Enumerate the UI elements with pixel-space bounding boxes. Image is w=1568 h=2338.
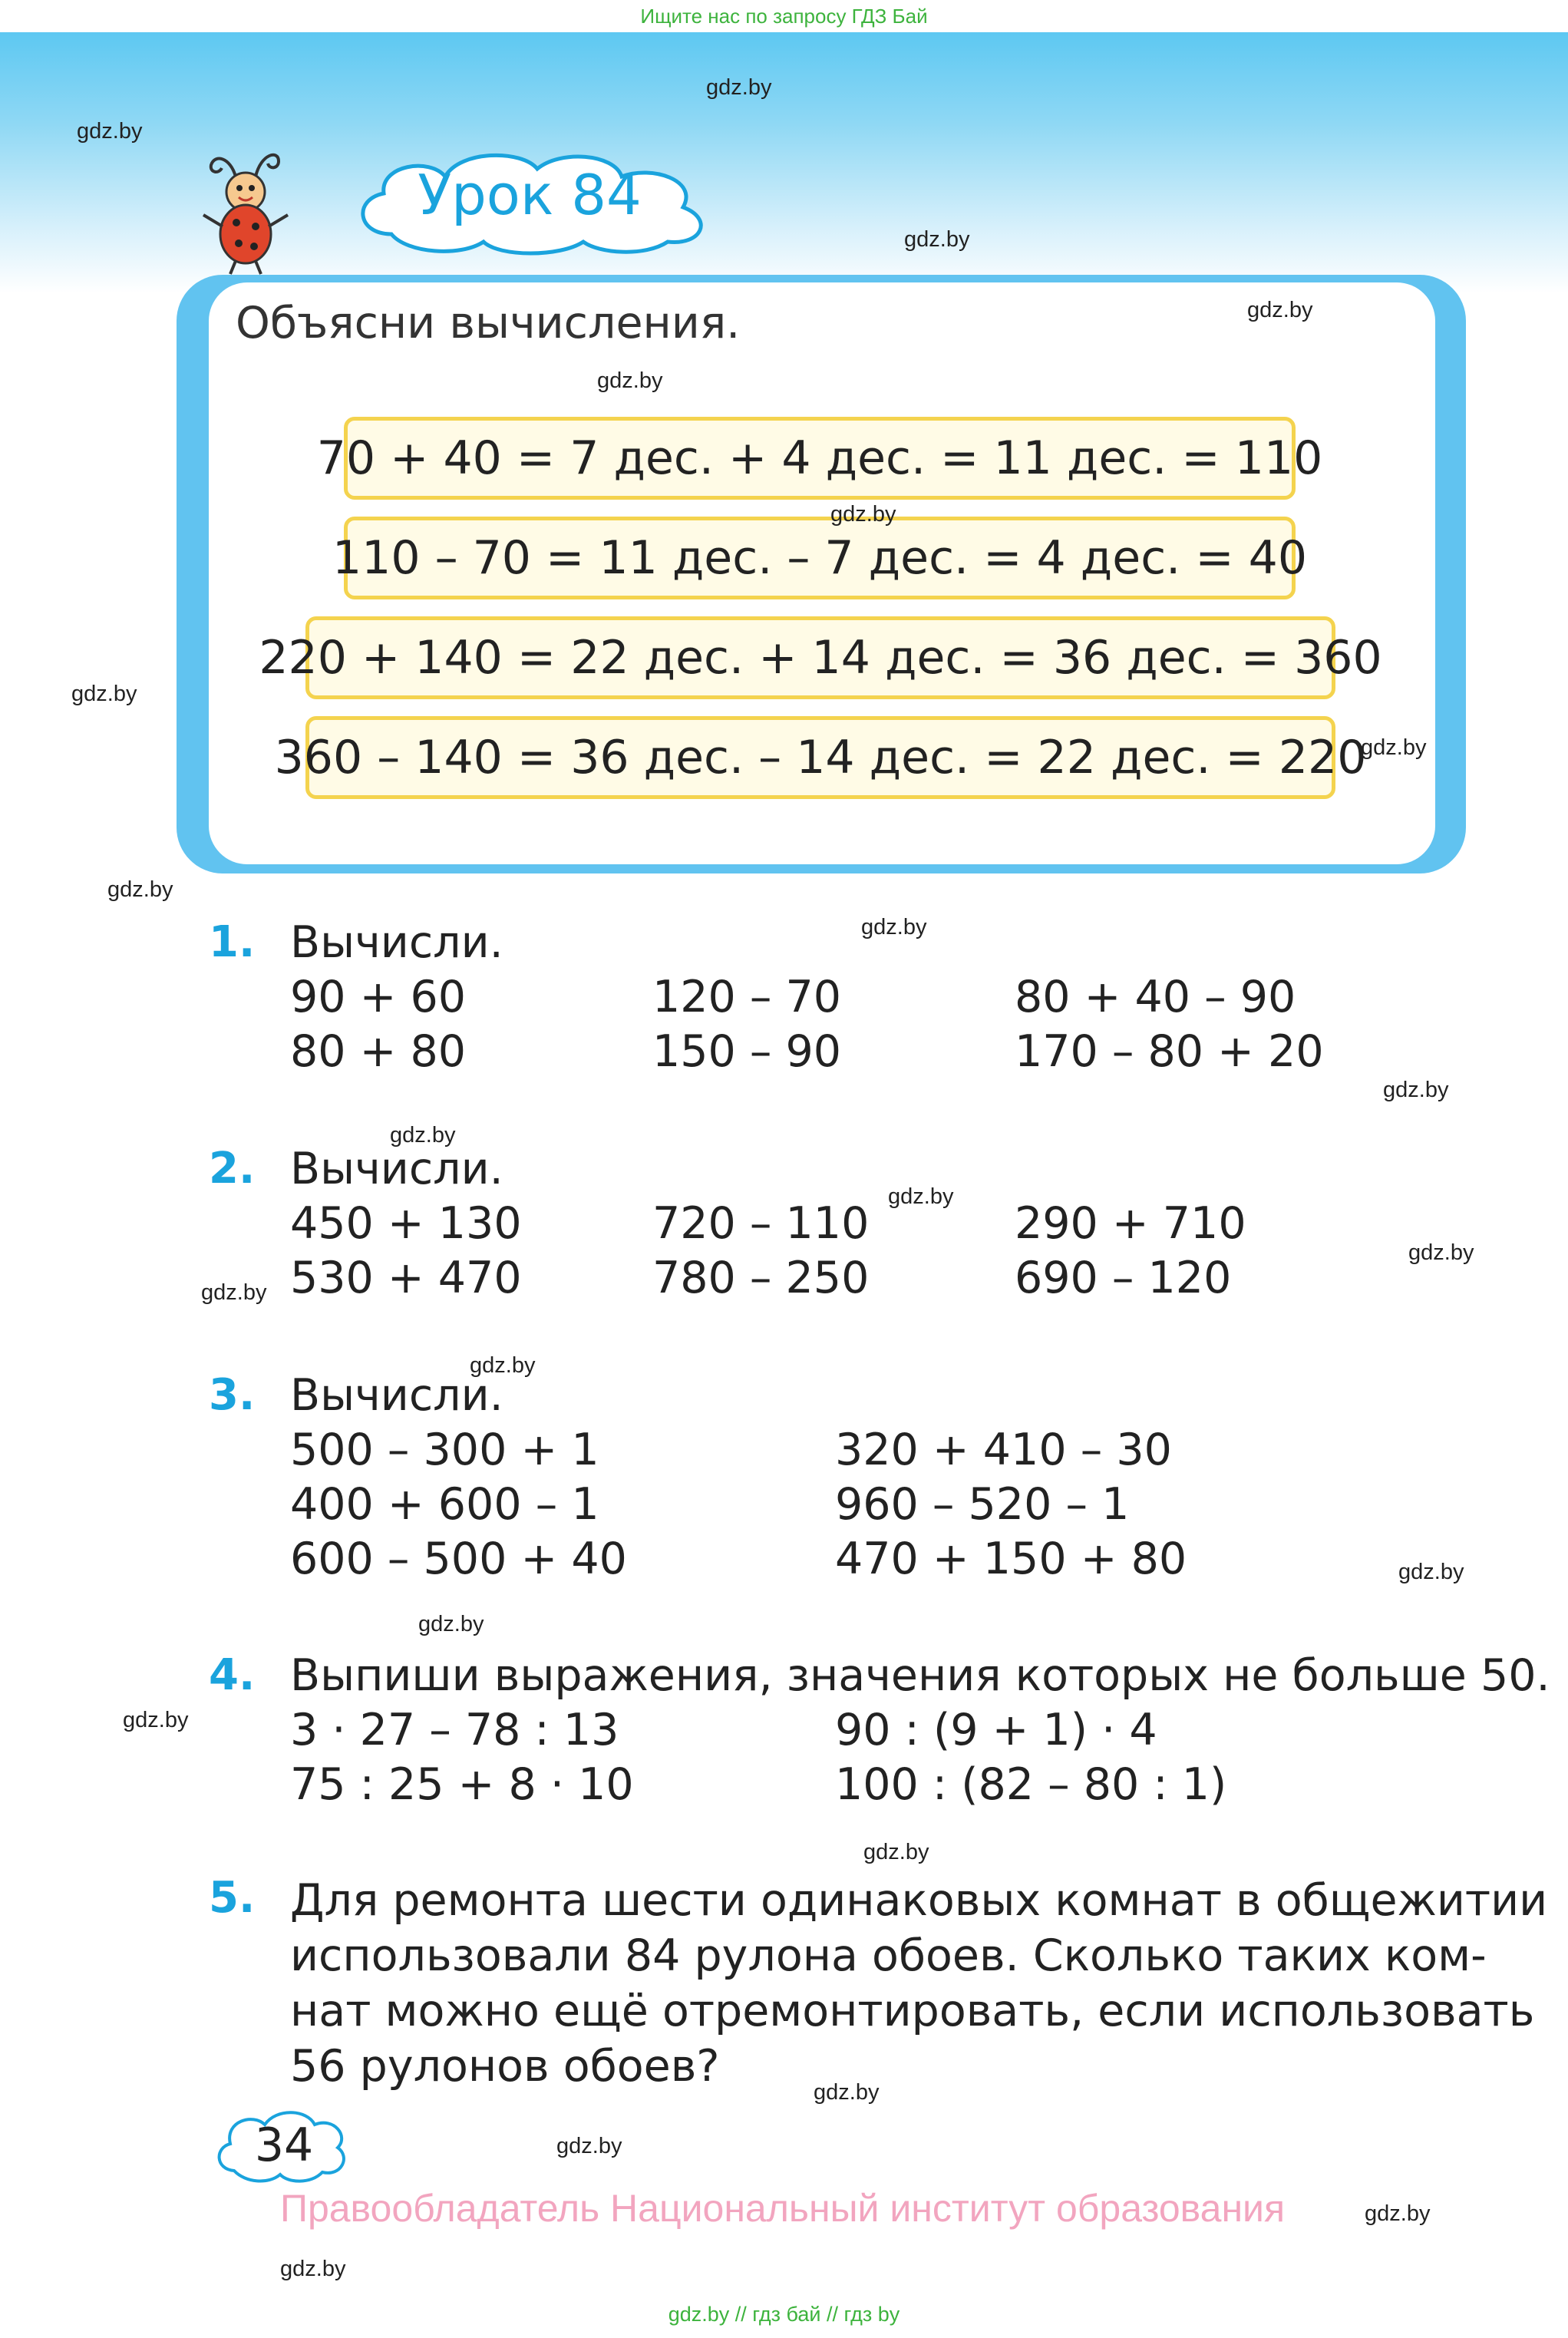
expression: 170 – 80 + 20: [1015, 1026, 1324, 1077]
expression: 600 – 500 + 40: [290, 1534, 627, 1584]
task-number: 1.: [209, 917, 256, 967]
expression: 960 – 520 – 1: [835, 1479, 1130, 1530]
watermark: gdz.by: [280, 2257, 346, 2281]
task-number: 5.: [209, 1873, 256, 1923]
watermark: gdz.by: [470, 1353, 536, 1378]
watermark: gdz.by: [706, 75, 772, 100]
task-number: 3.: [209, 1370, 256, 1420]
watermark: gdz.by: [863, 1840, 929, 1864]
equation-box: 220 + 140 = 22 дес. + 14 дес. = 36 дес. = 360: [305, 616, 1335, 699]
equation-box: 70 + 40 = 7 дес. + 4 дес. = 11 дес. = 110: [344, 417, 1296, 500]
page-number: 34: [254, 2118, 314, 2172]
watermark: gdz.by: [556, 2134, 622, 2158]
expression: 90 + 60: [290, 972, 467, 1022]
problem-line: нат можно ещё отремонтировать, если использовать: [290, 1986, 1535, 2036]
watermark: gdz.by: [201, 1280, 267, 1305]
expression: 150 – 90: [652, 1026, 842, 1077]
task-title: Выпиши выражения, значения которых не больше 50.: [290, 1650, 1550, 1701]
watermark: gdz.by: [77, 119, 143, 144]
expression: 120 – 70: [652, 972, 842, 1022]
word-problem: [290, 1873, 1548, 2094]
expression: 690 – 120: [1015, 1253, 1232, 1303]
expression: 90 : (9 + 1) · 4: [835, 1705, 1157, 1755]
expression: 500 – 300 + 1: [290, 1425, 599, 1475]
problem-line: Для ремонта шести одинаковых комнат в общежитии: [290, 1875, 1548, 1926]
ladybug-mascot-icon: [188, 142, 303, 276]
expression: 3 · 27 – 78 : 13: [290, 1705, 619, 1755]
equation-box: 110 – 70 = 11 дес. – 7 дес. = 4 дес. = 40: [344, 517, 1296, 599]
watermark: gdz.by: [418, 1612, 484, 1636]
watermark: gdz.by: [1365, 2201, 1431, 2226]
watermark: gdz.by: [123, 1708, 189, 1732]
watermark: gdz.by: [814, 2080, 880, 2105]
expression: 470 + 150 + 80: [835, 1534, 1187, 1584]
lesson-title: Урок 84: [418, 163, 642, 227]
watermark: gdz.by: [904, 227, 970, 252]
watermark: gdz.by: [1247, 298, 1313, 322]
task-title: Вычисли.: [290, 1370, 503, 1421]
expression: 720 – 110: [652, 1198, 870, 1249]
watermark: gdz.by: [861, 915, 927, 939]
watermark: gdz.by: [597, 368, 663, 393]
watermark: gdz.by: [830, 502, 896, 527]
watermark: gdz.by: [107, 877, 173, 902]
header-search-link[interactable]: Ищите нас по запросу ГДЗ Бай: [0, 0, 1568, 32]
expression: 320 + 410 – 30: [835, 1425, 1172, 1475]
problem-line: 56 рулонов обоев?: [290, 2041, 720, 2092]
task-title: Вычисли.: [290, 917, 503, 968]
copyright-notice: Правообладатель Национальный институт образования: [280, 2187, 1286, 2230]
expression: 100 : (82 – 80 : 1): [835, 1759, 1227, 1810]
watermark: gdz.by: [888, 1184, 954, 1209]
expression: 530 + 470: [290, 1253, 522, 1303]
watermark: gdz.by: [1408, 1240, 1474, 1265]
problem-line: использовали 84 рулона обоев. Сколько таких ком-: [290, 1930, 1487, 1981]
expression: 75 : 25 + 8 · 10: [290, 1759, 634, 1810]
intro-title: Объясни вычисления.: [236, 298, 741, 348]
watermark: gdz.by: [1398, 1560, 1464, 1584]
footer-links[interactable]: gdz.by // гдз бай // гдз by: [668, 2303, 900, 2326]
expression: 400 + 600 – 1: [290, 1479, 599, 1530]
watermark: gdz.by: [71, 682, 137, 706]
equation-box: 360 – 140 = 36 дес. – 14 дес. = 22 дес. = 220: [305, 716, 1335, 799]
expression: 80 + 80: [290, 1026, 467, 1077]
task-title: Вычисли.: [290, 1144, 503, 1194]
task-number: 4.: [209, 1650, 256, 1700]
watermark: gdz.by: [1361, 735, 1427, 760]
watermark: gdz.by: [390, 1123, 456, 1148]
expression: 290 + 710: [1015, 1198, 1246, 1249]
expression: 80 + 40 – 90: [1015, 972, 1296, 1022]
watermark: gdz.by: [1383, 1078, 1449, 1102]
expression: 450 + 130: [290, 1198, 522, 1249]
task-number: 2.: [209, 1144, 256, 1194]
expression: 780 – 250: [652, 1253, 870, 1303]
